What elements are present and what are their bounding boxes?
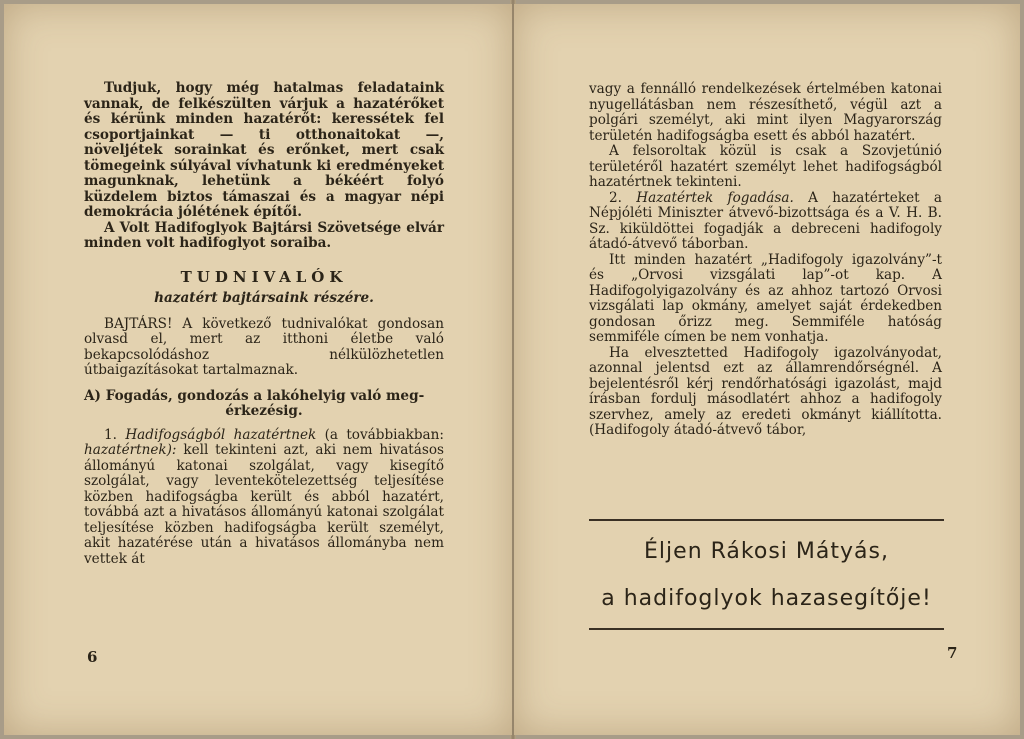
bajtars-paragraph: BAJTÁRS! A következő tudnivalókat gondosan olvasd el, mert az itthoni életbe való bekapcsolódáshoz nélkülözhetetlen útbaigazításokat tartalmaznak. xyxy=(84,315,444,378)
paragraph-1-mid: (a továbbiakban: xyxy=(324,426,444,443)
slogan-line-2: a hadifoglyok hazasegítője! xyxy=(601,586,932,611)
paragraph-1-number: 1. xyxy=(104,426,117,443)
right-page xyxy=(514,4,1020,735)
slogan-line-1: Éljen Rákosi Mátyás, xyxy=(644,539,889,564)
left-page xyxy=(4,4,512,735)
left-text-column xyxy=(84,81,444,567)
intro-call-paragraph: A Volt Hadifoglyok Bajtársi Szövetsége elvár minden volt hadifoglyot soraiba. xyxy=(84,219,444,251)
section-subheading: hazatért bajtársaink részére. xyxy=(154,290,374,306)
page-number-left: 6 xyxy=(87,648,98,666)
paragraph-1-body: kell tekinteni azt, aki nem hivatásos állományú katonai szolgálat, vagy kisegítő szolgálat, vagy leventekötelezettség teljesítése közben hadifogságba került és abból hazatért, továbbá azt a hivatásos állományú katonai szolgálat teljesítése közben hadifogságba került személyt, akit hazatérése után a hivatásos állományba nem vettek át xyxy=(84,442,444,567)
paragraph-2-number: 2. xyxy=(609,189,622,206)
paragraph-2-body: A hazatérteket a Népjóléti Miniszter átvevő-bizottsága és a V. H. B. Sz. kiküldöttei fogadják a debreceni hadifogoly átadó-átvevő táborban. xyxy=(589,189,942,252)
continued-paragraph: vagy a fennálló rendelkezések értelmében katonai nyugellátásban nem részesíthető, végül azt a polgári személyt, aki mint ilyen Magyarország területén hadifogságba esett és abból hazatért. xyxy=(589,81,942,144)
paragraph-2-title: Hazatértek fogadása. xyxy=(636,189,794,206)
top-rule xyxy=(589,519,944,521)
section-a-title: A) Fogadás, gondozás a lakóhelyig való meg- xyxy=(84,387,425,404)
page-number-right: 7 xyxy=(947,644,958,662)
paragraph-1 xyxy=(84,428,444,568)
bottom-rule xyxy=(589,628,944,630)
section-heading: TUDNIVALÓK xyxy=(180,267,348,286)
paragraph-2 xyxy=(589,191,942,253)
section-a-title-cont: érkezésig. xyxy=(225,403,303,419)
paragraph-1-term: Hadifogságból hazatértnek xyxy=(125,426,317,443)
intro-paragraph: Tudjuk, hogy még hatalmas feladataink vannak, de felkészülten várjuk a hazatérőket és kérünk minden hazatérőt: keressétek fel csoportjainkat — ti otthonaitokat —, növeljétek sorainkat és erőnket, mert csak tömegeink súlyával vívhatunk ki eredményeket magunknak, lehetünk a békéért folyó küzdelem biztos támaszai és a magyar népi demokrácia jólétének építői. xyxy=(84,80,444,220)
right-text-column xyxy=(589,82,942,439)
felsoroltak-paragraph: A felsoroltak közül is csak a Szovjetúnió területéről hazatért személyt lehet hadifogságból hazatértnek tekinteni. xyxy=(589,143,942,190)
paragraph-1-term-short: hazatértnek): xyxy=(84,442,177,458)
ha-paragraph: Ha elvesztetted Hadifogoly igazolványodat, azonnal jelentsd ezt az államrendőrségnél. A bejelentésről kérj rendőrhatósági igazolást, majd írásban fordulj másodlatért ahhoz a hadifogoly szervhez, amely az eredeti okmányt kiállította. (Hadifogoly átadó-átvevő tábor, xyxy=(589,344,942,438)
itt-paragraph: Itt minden hazatért „Hadifogoly igazolvány”-t és „Orvosi vizsgálati lap”-ot kap. A Hadifogolyigazolvány és az ahhoz tartozó Orvosi vizsgálati lap okmány, amelyet saját érdekedben gondosan őrizz meg. Semmiféle hatóság semmiféle címen be nem vonhatja. xyxy=(589,251,942,345)
